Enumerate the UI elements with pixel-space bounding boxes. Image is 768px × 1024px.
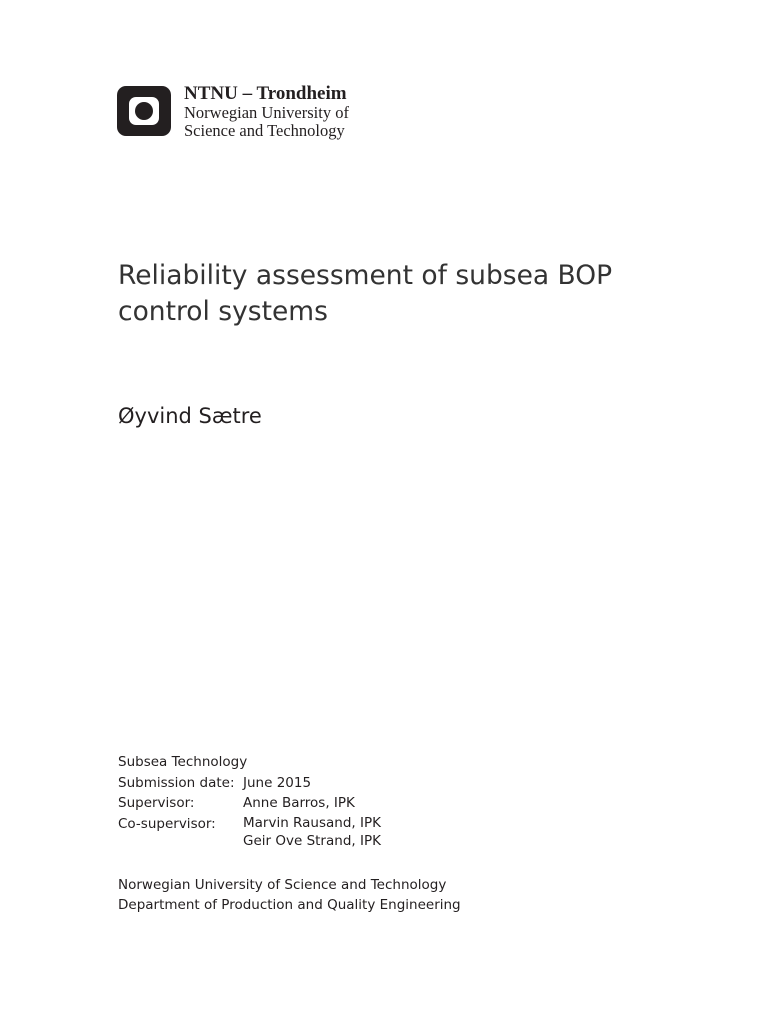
cosupervisor-values: [243, 814, 381, 850]
submission-row: [118, 773, 461, 794]
thesis-title-line1: Reliability assessment of subsea BOP: [118, 260, 613, 291]
cosupervisor-1: Marvin Rausand, IPK: [243, 814, 381, 831]
ntnu-logo-icon: [117, 86, 171, 136]
cosupervisor-label: Co-supervisor:: [118, 815, 216, 832]
supervisor-row: [118, 793, 461, 814]
institution-name: NTNU – Trondheim: [184, 83, 347, 104]
program-name: Subsea Technology: [118, 754, 248, 770]
institution-line2: Norwegian University of: [184, 103, 349, 122]
cosupervisor-row: [118, 814, 461, 850]
logo-ring: [129, 97, 159, 125]
supervisor-label: Supervisor:: [118, 795, 195, 811]
author-name: Øyvind Sætre: [118, 404, 262, 428]
department-name: Department of Production and Quality Engineering: [118, 897, 461, 913]
thesis-details: [118, 752, 461, 916]
university-name: Norwegian University of Science and Technology: [118, 876, 447, 893]
institution-line3: Science and Technology: [184, 121, 345, 140]
supervisor-value: Anne Barros, IPK: [243, 795, 355, 811]
cosupervisor-2: Geir Ove Strand, IPK: [243, 832, 381, 849]
institution-name-block: [184, 83, 349, 140]
submission-value: June 2015: [243, 774, 312, 791]
thesis-title: [118, 258, 678, 330]
submission-label: Submission date:: [118, 774, 235, 791]
thesis-title-line2: control systems: [118, 296, 328, 327]
logo-dot: [135, 102, 153, 120]
